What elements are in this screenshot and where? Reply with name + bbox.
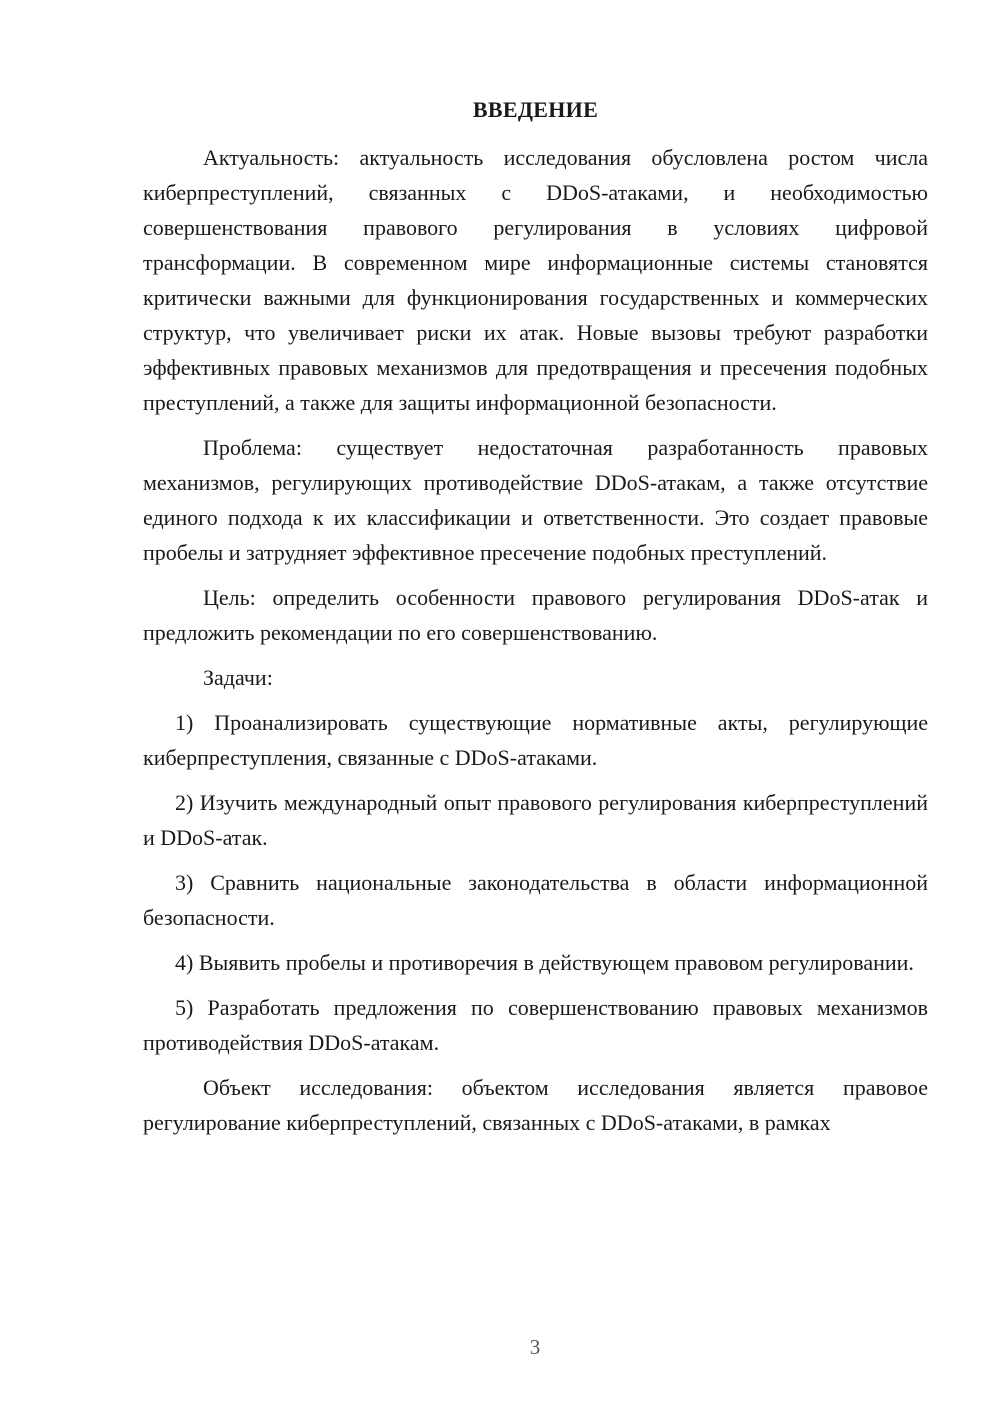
paragraph-relevance: Актуальность: актуальность исследования обусловлена ростом числа киберпреступлений, связанных с DDoS-атаками, и необходимостью совершенствования правового регулирования в условиях цифровой трансформации. В современном мире информационные системы становятся критически важными для функционирования государственных и коммерческих структур, что увеличивает риски их атак. Новые вызовы требуют разработки эффективных правовых механизмов для предотвращения и пресечения подобных преступлений, а также для защиты информационной безопасности. [143, 145, 928, 415]
paragraph-object: Объект исследования: объектом исследования является правовое регулирование киберпреступлений, связанных с DDoS-атаками, в рамках [143, 1075, 928, 1135]
document-body [143, 92, 928, 1150]
task-item-2: 2) Изучить международный опыт правового регулирования киберпреступлений и DDoS-атак. [143, 790, 928, 850]
task-item-3: 3) Сравнить национальные законодательства в области информационной безопасности. [143, 870, 928, 930]
task-item-5: 5) Разработать предложения по совершенствованию правовых механизмов противодействия DDoS-атакам. [143, 995, 928, 1055]
section-heading: ВВЕДЕНИЕ [472, 97, 599, 122]
paragraph-problem: Проблема: существует недостаточная разработанность правовых механизмов, регулирующих противодействие DDoS-атакам, а также отсутствие единого подхода к их классификации и ответственности. Это создает правовые пробелы и затрудняет эффективное пресечение подобных преступлений. [143, 435, 928, 565]
task-item-1: 1) Проанализировать существующие нормативные акты, регулирующие киберпреступления, связанные с DDoS-атаками. [143, 710, 928, 770]
tasks-label: Задачи: [203, 665, 273, 690]
page-number: 3 [529, 1335, 541, 1359]
task-item-4: 4) Выявить пробелы и противоречия в действующем правовом регулировании. [175, 950, 914, 975]
paragraph-goal: Цель: определить особенности правового регулирования DDoS-атак и предложить рекомендации по его совершенствованию. [143, 585, 928, 645]
